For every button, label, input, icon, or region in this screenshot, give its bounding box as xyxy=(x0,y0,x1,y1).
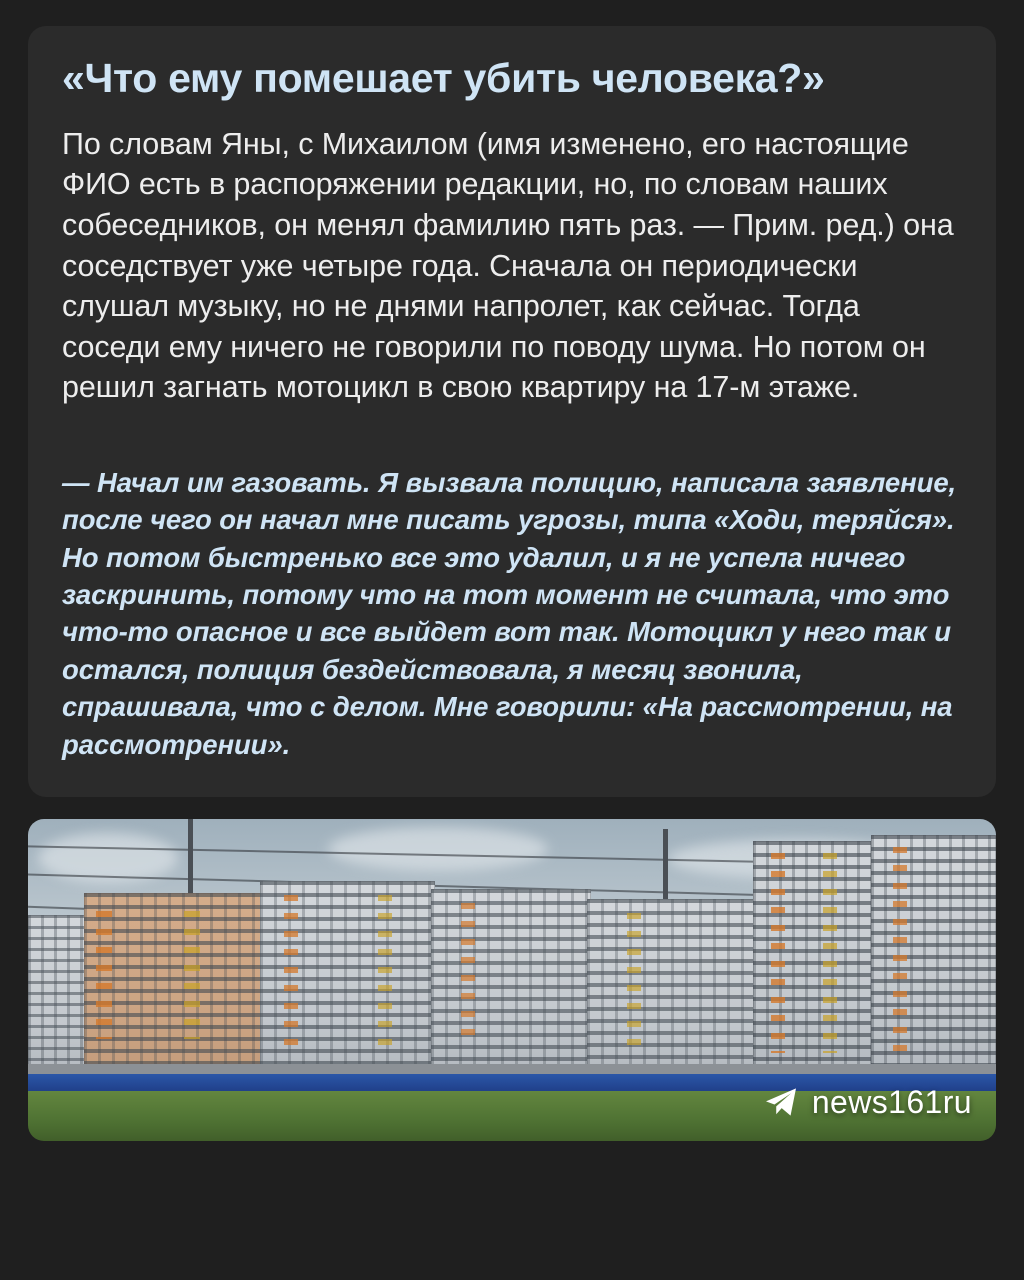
watermark-label: news161ru xyxy=(811,1083,972,1120)
apartment-block xyxy=(431,889,591,1075)
article-card xyxy=(28,26,996,797)
page-title: «Что ему помешает убить человека?» xyxy=(62,55,825,101)
apartment-block xyxy=(871,835,996,1075)
article-photo xyxy=(28,819,996,1141)
apartment-block xyxy=(84,893,264,1075)
watermark xyxy=(764,1084,972,1121)
article-paragraph: По словам Яны, с Михаилом (имя изменено, его настоящие ФИО есть в распоряжении редакции, но, по словам наших собеседников, он менял фамилию пять раз. — Прим. ред.) она соседствует уже четыре года. Сначала он периодически слушал музыку, но не днями напролет, как сейчас. Тогда соседи ему ничего не говорили по поводу шума. Но потом он решил загнать мотоцикл в свою квартиру на 17-м этаже. xyxy=(62,126,954,405)
apartment-block xyxy=(753,841,873,1075)
telegram-icon xyxy=(764,1087,798,1117)
road xyxy=(28,1064,996,1074)
apartment-block xyxy=(587,899,757,1075)
apartment-block xyxy=(28,915,88,1075)
apartment-block xyxy=(260,881,435,1075)
article-quote: — Начал им газовать. Я вызвала полицию, написала заявление, после чего он начал мне писать угрозы, типа «Ходи, теряйся». Но потом быстренько все это удалил, и я не успела ничего заскринить, потому что на тот момент не считала, что это что-то опасное и все выйдет вот так. Мотоцикл у него так и остался, полиция бездействовала, я месяц звонила, спрашивала, что с делом. Мне говорили: «На рассмотрении, на рассмотрении». xyxy=(62,466,957,760)
